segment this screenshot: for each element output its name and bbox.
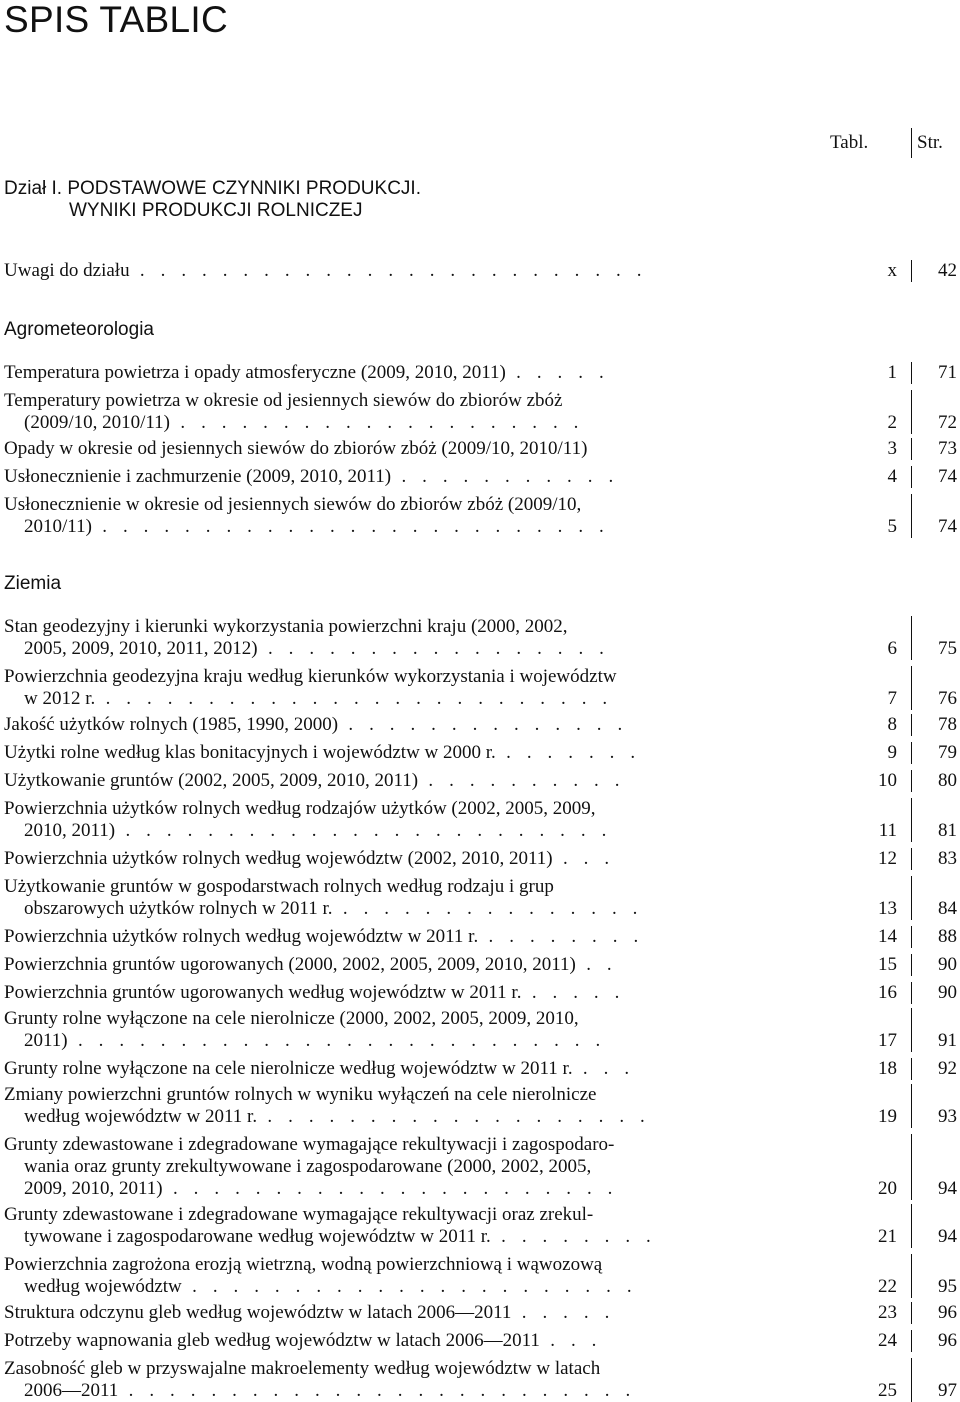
entry-title: [4, 260, 788, 282]
entry-title-line: Grunty rolne wyłączone na cele nierolnicze (2000, 2002, 2005, 2009, 2010,: [4, 1008, 579, 1029]
entry-title: [4, 1254, 788, 1298]
column-divider: [911, 390, 912, 434]
column-divider: [911, 926, 912, 948]
entry-title: [4, 666, 788, 710]
entry-title: [4, 982, 788, 1004]
entry-title-line: Struktura odczynu gleb według województw w latach 2006—2011 . . . . .: [4, 1302, 615, 1323]
page-title: SPIS TABLIC: [4, 0, 229, 40]
entry-title-line: Usłonecznienie i zachmurzenie (2009, 2010, 2011) . . . . . . . . . . .: [4, 466, 619, 487]
entry-title-line: Powierzchnia gruntów ugorowanych (2000, 2002, 2005, 2009, 2010, 2011) . .: [4, 954, 618, 975]
table-number: 4: [887, 466, 897, 487]
page-number: 88: [938, 926, 957, 947]
division-line-1: Dział I. PODSTAWOWE CZYNNIKI PRODUKCJI.: [4, 178, 421, 199]
page-number: 83: [938, 848, 957, 869]
table-number: 18: [878, 1058, 897, 1079]
entry-title-line: Opady w okresie od jesiennych siewów do zbiorów zbóż (2009/10, 2010/11): [4, 438, 588, 459]
page-number: 91: [938, 1030, 957, 1051]
table-number: 19: [878, 1106, 897, 1127]
entry-title-line: Potrzeby wapnowania gleb według województw w latach 2006—2011 . . .: [4, 1330, 603, 1351]
entry-title: [4, 494, 788, 538]
table-number: 9: [887, 742, 897, 763]
entry-title-line: tywowane i zagospodarowane według województw w 2011 r. . . . . . . . .: [24, 1226, 657, 1247]
entry-title: [4, 876, 788, 920]
page-number: 75: [938, 638, 957, 659]
column-divider: [911, 1254, 912, 1298]
dot-leader: . . . . . . . . . . . . . . . . . . . . . . . . .: [118, 1380, 636, 1401]
dot-leader: . . . . . . . . . . . . . . . . . . . . . . . . .: [129, 260, 648, 281]
column-divider: [911, 714, 912, 736]
dot-leader: . . . . .: [505, 362, 610, 383]
entry-title: [4, 770, 788, 792]
entry-title: [4, 742, 788, 764]
column-divider: [911, 1008, 912, 1052]
table-number: x: [887, 260, 897, 281]
table-number: 23: [878, 1302, 897, 1323]
entry-title: [4, 1134, 788, 1200]
page-number: 96: [938, 1302, 957, 1323]
entry-title-line: Grunty zdewastowane i zdegradowane wymagające rekultywacji i zagospodaro-: [4, 1134, 615, 1155]
entry-title-line: Uwagi do działu . . . . . . . . . . . . . . . . . . . . . . . . .: [4, 260, 648, 281]
section-ziemia: Ziemia: [4, 573, 62, 594]
column-divider: [911, 494, 912, 538]
column-divider: [911, 666, 912, 710]
dot-leader: . . . . . . . . . . . . . . . . . . . . . . . . .: [91, 516, 610, 537]
dot-leader: . . . . . . . . . .: [418, 770, 626, 791]
entry-title: [4, 362, 788, 384]
entry-title: [4, 954, 788, 976]
dot-leader: . . . . .: [521, 982, 625, 1003]
dot-leader: . .: [575, 954, 618, 975]
entry-title-line: 2005, 2009, 2010, 2011, 2012) . . . . . . . . . . . . . . . . .: [24, 638, 610, 659]
page-number: 74: [938, 466, 957, 487]
table-number: 22: [878, 1276, 897, 1297]
column-divider: [911, 128, 912, 158]
entry-title: [4, 1008, 788, 1052]
column-divider: [911, 1204, 912, 1248]
table-number: 16: [878, 982, 897, 1003]
entry-title-line: Powierzchnia zagrożona erozją wietrzną, wodną powierzchniową i wąwozową: [4, 1254, 603, 1275]
column-divider: [911, 1330, 912, 1352]
dot-leader: . . . . . . . . . . . . . . . . . . . . . .: [181, 1276, 638, 1297]
table-number: 21: [878, 1226, 897, 1247]
entry-title: [4, 926, 788, 948]
entry-title: [4, 1058, 788, 1080]
entry-title-line: Użytkowanie gruntów (2002, 2005, 2009, 2010, 2011) . . . . . . . . . .: [4, 770, 626, 791]
entry-title-line: Grunty zdewastowane i zdegradowane wymagające rekultywacji oraz zrekul-: [4, 1204, 594, 1225]
entry-title: [4, 798, 788, 842]
column-divider: [911, 982, 912, 1004]
entry-title-line: Powierzchnia użytków rolnych według województw (2002, 2010, 2011) . . .: [4, 848, 615, 869]
column-divider: [911, 848, 912, 870]
page-number: 71: [938, 362, 957, 383]
entry-title: [4, 466, 788, 488]
entry-title: [4, 1204, 788, 1248]
column-divider: [911, 742, 912, 764]
entry-title-line: w 2012 r. . . . . . . . . . . . . . . . . . . . . . . . . .: [24, 688, 613, 709]
page-number: 97: [938, 1380, 957, 1401]
dot-leader: . . . . . . . . . . . . . . . . . . . . . . . . . .: [67, 1030, 606, 1051]
page-number: 92: [938, 1058, 957, 1079]
entry-title-line: Powierzchnia geodezyjna kraju według kierunków wykorzystania i województw: [4, 666, 617, 687]
entry-title-line: Zasobność gleb w przyswajalne makroelementy według województw w latach: [4, 1358, 601, 1379]
table-number: 14: [878, 926, 897, 947]
division-heading: [4, 178, 421, 222]
entry-title-line: Temperatury powietrza w okresie od jesiennych siewów do zbiorów zbóż: [4, 390, 563, 411]
dot-leader: . . . . . . . . . . . . . .: [338, 714, 628, 735]
column-divider: [911, 954, 912, 976]
dot-leader: . . . . . . . . . . . . . . . . . . . . . . . .: [115, 820, 612, 841]
table-number: 15: [878, 954, 897, 975]
table-number: 8: [887, 714, 897, 735]
entry-title-line: 2006—2011 . . . . . . . . . . . . . . . . . . . . . . . . .: [24, 1380, 636, 1401]
page-number: 84: [938, 898, 957, 919]
page-number: 94: [938, 1226, 957, 1247]
entry-title-line: Zmiany powierzchni gruntów rolnych w wyniku wyłączeń na cele nierolnicze: [4, 1084, 597, 1105]
table-number: 10: [878, 770, 897, 791]
entry-title-line: Usłonecznienie w okresie od jesiennych siewów do zbiorów zbóż (2009/10,: [4, 494, 582, 515]
column-header-tabl: Tabl.: [830, 132, 869, 153]
entry-title-line: 2009, 2010, 2011) . . . . . . . . . . . . . . . . . . . . . .: [24, 1178, 619, 1199]
table-number: 11: [878, 820, 897, 841]
table-number: 2: [887, 412, 897, 433]
entry-title-line: Powierzchnia użytków rolnych według rodzajów użytków (2002, 2005, 2009,: [4, 798, 596, 819]
page-number: 76: [938, 688, 957, 709]
page-number: 42: [938, 260, 957, 281]
dot-leader: . . . . . . . . . . . . . . . . . . . . . . . . .: [95, 688, 613, 709]
table-number: 7: [887, 688, 897, 709]
entry-title: [4, 390, 788, 434]
column-divider: [911, 362, 912, 384]
division-line-2: WYNIKI PRODUKCJI ROLNICZEJ: [69, 200, 363, 221]
dot-leader: . . . . . . . .: [478, 926, 644, 947]
entry-title-line: 2011) . . . . . . . . . . . . . . . . . . . . . . . . . .: [24, 1030, 606, 1051]
page-number: 96: [938, 1330, 957, 1351]
column-divider: [911, 770, 912, 792]
table-number: 20: [878, 1178, 897, 1199]
page-number: 80: [938, 770, 957, 791]
column-divider: [911, 798, 912, 842]
entry-title-line: (2009/10, 2010/11) . . . . . . . . . . . . . . . . . . . .: [24, 412, 585, 433]
page-number: 95: [938, 1276, 957, 1297]
entry-title-line: Użytki rolne według klas bonitacyjnych i województw w 2000 r. . . . . . . .: [4, 742, 641, 763]
entry-title: [4, 1330, 788, 1352]
page-number: 94: [938, 1178, 957, 1199]
dot-leader: . . . . . . . . . . . . . . .: [332, 898, 644, 919]
entry-title-line: Powierzchnia gruntów ugorowanych według województw w 2011 r. . . . . .: [4, 982, 625, 1003]
table-number: 1: [887, 362, 897, 383]
column-divider: [911, 876, 912, 920]
dot-leader: . . . . . . . . . . .: [391, 466, 619, 487]
table-number: 5: [887, 516, 897, 537]
table-number: 13: [878, 898, 897, 919]
dot-leader: . . . . . . . . . . . . . . . . .: [257, 638, 610, 659]
entry-title-line: 2010/11) . . . . . . . . . . . . . . . . . . . . . . . . .: [24, 516, 610, 537]
dot-leader: . . .: [552, 848, 615, 869]
entry-title-line: wania oraz grunty zrekultywowane i zagospodarowane (2000, 2002, 2005,: [24, 1156, 592, 1177]
page-number: 73: [938, 438, 957, 459]
entry-title-line: obszarowych użytków rolnych w 2011 r. . . . . . . . . . . . . . . .: [24, 898, 644, 919]
entry-title: [4, 1084, 788, 1128]
page-number: 81: [938, 820, 957, 841]
dot-leader: . . .: [572, 1058, 635, 1079]
entry-title-line: Jakość użytków rolnych (1985, 1990, 2000) . . . . . . . . . . . . . .: [4, 714, 628, 735]
entry-title-line: Grunty rolne wyłączone na cele nierolnicze według województw w 2011 r. . . .: [4, 1058, 635, 1079]
entry-title-line: 2010, 2011) . . . . . . . . . . . . . . . . . . . . . . . .: [24, 820, 612, 841]
page-number: 79: [938, 742, 957, 763]
entry-title: [4, 1302, 788, 1324]
dot-leader: . . . . .: [511, 1302, 615, 1323]
column-divider: [911, 1358, 912, 1402]
dot-leader: . . . . . . . .: [490, 1226, 657, 1247]
column-divider: [911, 1084, 912, 1128]
table-number: 24: [878, 1330, 897, 1351]
entry-title-line: Powierzchnia użytków rolnych według województw w 2011 r. . . . . . . . .: [4, 926, 644, 947]
column-divider: [911, 260, 912, 282]
table-number: 6: [887, 638, 897, 659]
column-divider: [911, 1134, 912, 1200]
column-divider: [911, 1058, 912, 1080]
dot-leader: . . . . . . . . . . . . . . . . . . . . . .: [162, 1178, 619, 1199]
entry-title: [4, 616, 788, 660]
column-header-str: Str.: [917, 132, 943, 153]
entry-title: [4, 1358, 788, 1402]
page-number: 78: [938, 714, 957, 735]
page-number: 74: [938, 516, 957, 537]
entry-title-line: Temperatura powietrza i opady atmosferyczne (2009, 2010, 2011) . . . . .: [4, 362, 610, 383]
entry-title-line: według województw . . . . . . . . . . . . . . . . . . . . . .: [24, 1276, 638, 1297]
page-number: 93: [938, 1106, 957, 1127]
column-divider: [911, 616, 912, 660]
section-agrometeorologia: Agrometeorologia: [4, 319, 154, 340]
column-divider: [911, 438, 912, 460]
dot-leader: . . . . . . . . . . . . . . . . . . .: [257, 1106, 651, 1127]
entry-title: [4, 438, 788, 460]
entry-title: [4, 714, 788, 736]
dot-leader: . . .: [539, 1330, 603, 1351]
table-number: 25: [878, 1380, 897, 1401]
column-divider: [911, 466, 912, 488]
dot-leader: . . . . . . . . . . . . . . . . . . . .: [170, 412, 585, 433]
page-number: 90: [938, 954, 957, 975]
column-divider: [911, 1302, 912, 1324]
entry-title: [4, 848, 788, 870]
entry-title-line: według województw w 2011 r. . . . . . . . . . . . . . . . . . . .: [24, 1106, 651, 1127]
entry-title-line: Użytkowanie gruntów w gospodarstwach rolnych według rodzaju i grup: [4, 876, 554, 897]
table-number: 17: [878, 1030, 897, 1051]
entry-title-line: Stan geodezyjny i kierunki wykorzystania powierzchni kraju (2000, 2002,: [4, 616, 568, 637]
page-number: 72: [938, 412, 957, 433]
table-number: 12: [878, 848, 897, 869]
page-number: 90: [938, 982, 957, 1003]
dot-leader: . . . . . . .: [495, 742, 641, 763]
table-number: 3: [887, 438, 897, 459]
